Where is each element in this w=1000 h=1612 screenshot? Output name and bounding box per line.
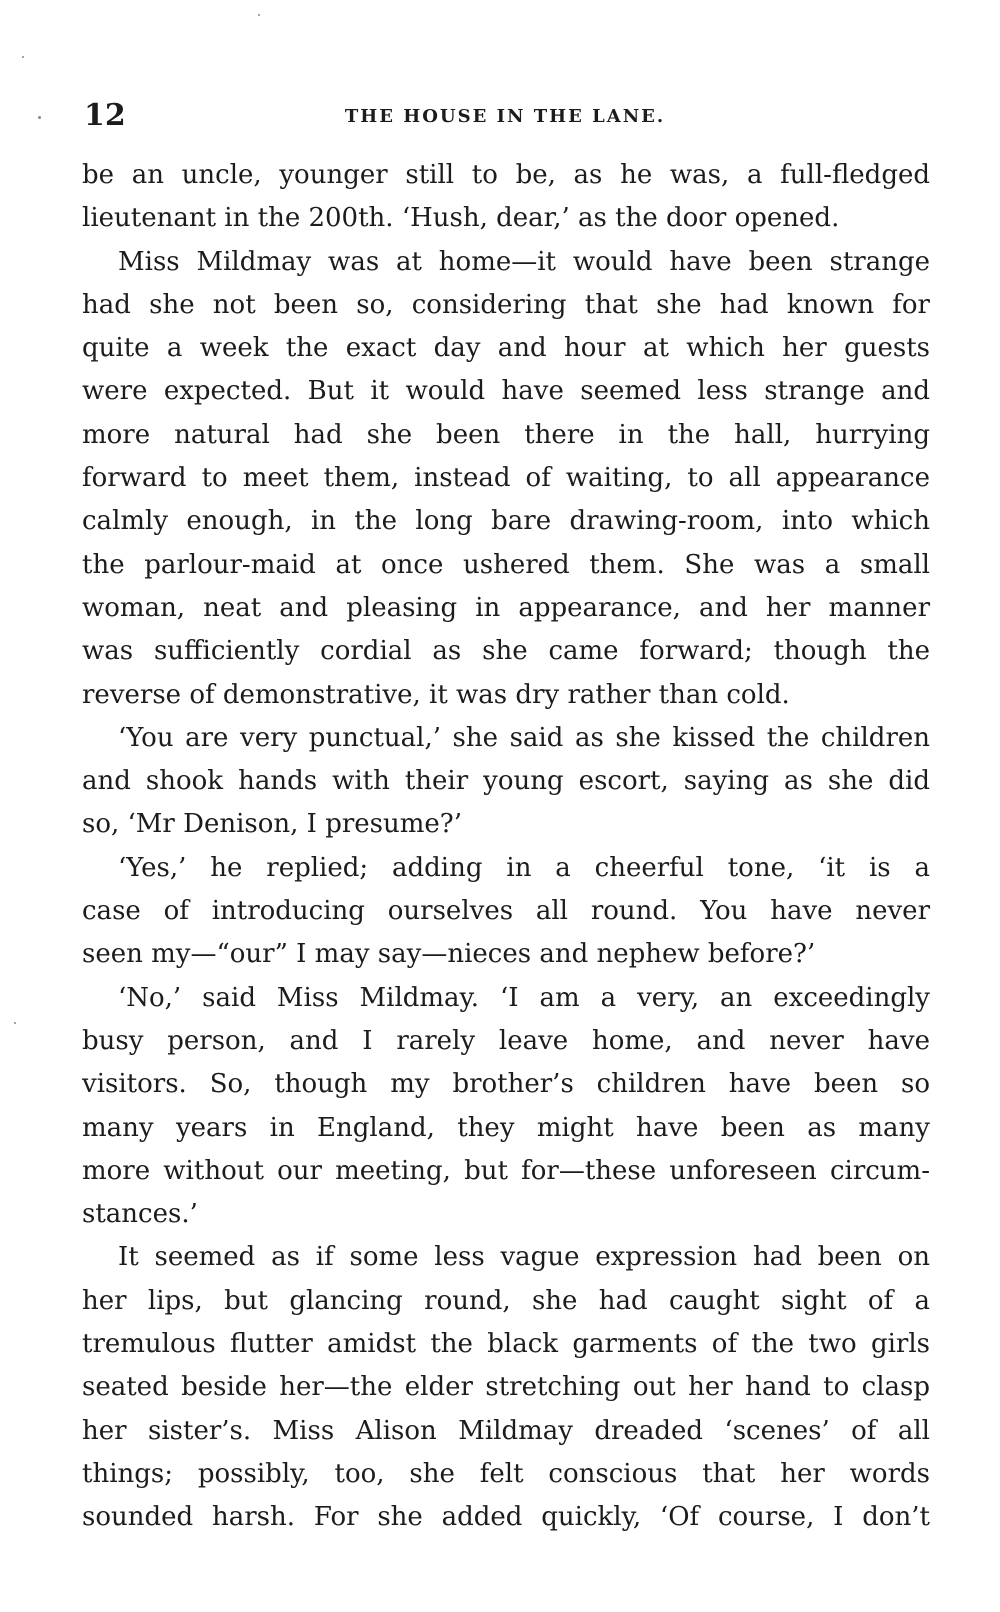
text-line: calmly enough, in the long bare drawing-room, into which bbox=[82, 506, 930, 537]
page-header bbox=[84, 96, 926, 140]
text-line: quite a week the exact day and hour at which her guests bbox=[82, 333, 930, 364]
text-line: ‘You are very punctual,’ she said as she kissed the children bbox=[118, 722, 930, 753]
text-line: were expected. But it would have seemed less strange and bbox=[82, 376, 930, 407]
text-line: reverse of demonstrative, it was dry rather than cold. bbox=[82, 679, 790, 710]
text-line: her sister’s. Miss Alison Mildmay dreaded ‘scenes’ of all bbox=[82, 1415, 930, 1446]
body-text bbox=[82, 154, 930, 1540]
text-line: case of introducing ourselves all round. You have never bbox=[82, 896, 930, 927]
text-line: ‘No,’ said Miss Mildmay. ‘I am a very, an exceedingly bbox=[118, 982, 930, 1013]
text-line: many years in England, they might have been as many bbox=[82, 1112, 930, 1143]
text-line: forward to meet them, instead of waiting, to all appearance bbox=[82, 463, 930, 494]
text-line: things; possibly, too, she felt conscious that her words bbox=[82, 1458, 930, 1489]
paper-speck bbox=[258, 14, 260, 16]
text-line: It seemed as if some less vague expression had been on bbox=[118, 1242, 930, 1273]
text-line: more natural had she been there in the hall, hurrying bbox=[82, 419, 930, 450]
paper-speck bbox=[22, 56, 24, 58]
running-head: THE HOUSE IN THE LANE. bbox=[344, 106, 666, 127]
text-line: tremulous flutter amidst the black garments of the two girls bbox=[82, 1329, 930, 1360]
text-line: Miss Mildmay was at home—it would have been strange bbox=[118, 246, 930, 277]
text-line: sounded harsh. For she added quickly, ‘Of course, I don’t bbox=[82, 1502, 930, 1533]
text-line: visitors. So, though my brother’s children have been so bbox=[82, 1069, 930, 1100]
paper-speck bbox=[14, 1022, 16, 1024]
text-line: busy person, and I rarely leave home, and never have bbox=[82, 1025, 930, 1056]
text-line: ‘Yes,’ he replied; adding in a cheerful tone, ‘it is a bbox=[118, 852, 930, 883]
text-line: woman, neat and pleasing in appearance, and her manner bbox=[82, 592, 930, 623]
text-line: be an uncle, younger still to be, as he was, a full-fledged bbox=[82, 160, 930, 190]
page-number: 12 bbox=[84, 98, 126, 133]
text-line: seen my—“our” I may say—nieces and nephew before?’ bbox=[82, 939, 816, 970]
text-line: her lips, but glancing round, she had caught sight of a bbox=[82, 1285, 930, 1316]
text-line: so, ‘Mr Denison, I presume?’ bbox=[82, 809, 462, 840]
text-line: and shook hands with their young escort, saying as she did bbox=[82, 766, 930, 797]
paper-speck bbox=[38, 116, 41, 119]
text-line: had she not been so, considering that she had known for bbox=[82, 289, 930, 320]
text-line: the parlour-maid at once ushered them. She was a small bbox=[82, 549, 930, 580]
text-line: was sufficiently cordial as she came forward; though the bbox=[82, 636, 930, 667]
text-line: stances.’ bbox=[82, 1199, 198, 1230]
text-line: seated beside her—the elder stretching out her hand to clasp bbox=[82, 1372, 930, 1403]
text-line: more without our meeting, but for—these unforeseen circum- bbox=[82, 1155, 930, 1186]
text-line: lieutenant in the 200th. ‘Hush, dear,’ as the door opened. bbox=[82, 203, 840, 234]
